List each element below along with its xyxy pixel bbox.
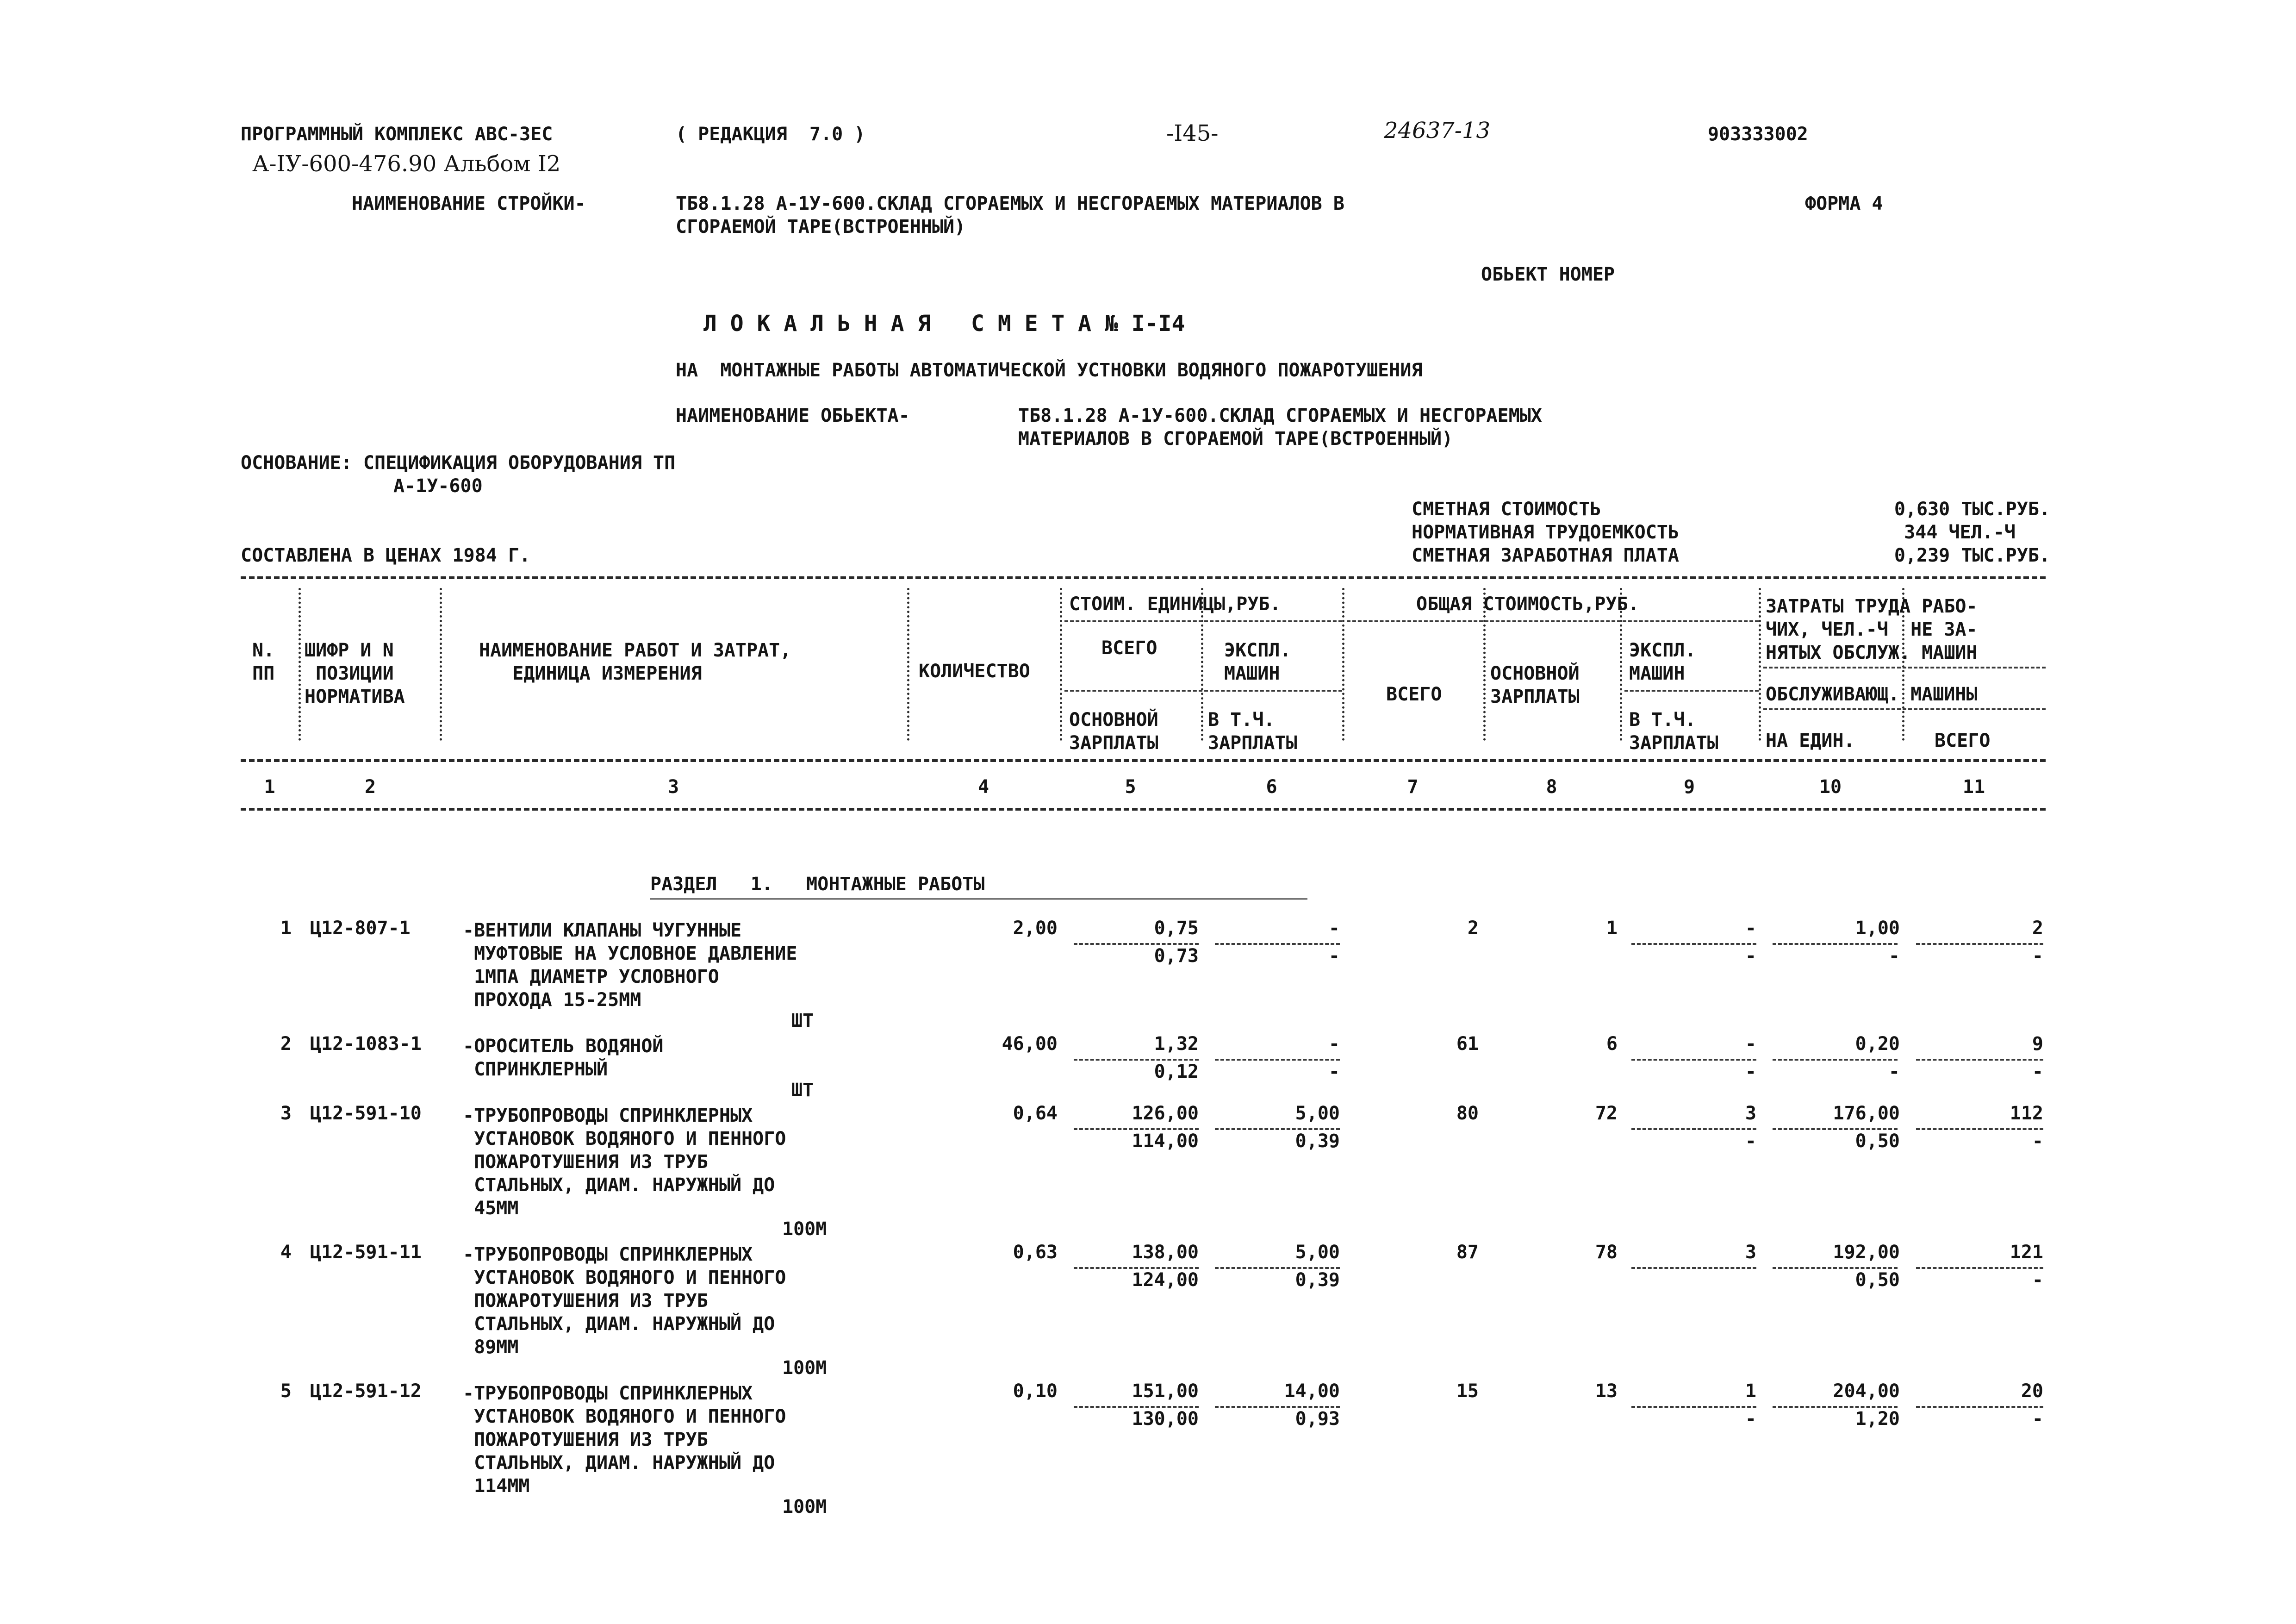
row-labor-unit: 1,00 bbox=[1855, 918, 1900, 939]
row-unit-total: 0,75 bbox=[1154, 918, 1199, 939]
column-divider bbox=[1759, 588, 1761, 741]
row-unit-machine: - bbox=[1328, 918, 1340, 939]
cell-separator bbox=[1773, 1267, 1898, 1269]
row-labor-total: 2 bbox=[2032, 918, 2043, 939]
row-total-incl-wage: - bbox=[1745, 1408, 1756, 1430]
row-labor-total: 9 bbox=[2032, 1033, 2043, 1055]
row-total-wage: 6 bbox=[1606, 1033, 1618, 1055]
col-labor-unit-header: НА ЕДИН. bbox=[1766, 730, 1855, 751]
summary-value-cost: 0,630 ТЫС.РУБ. bbox=[1894, 499, 2050, 520]
row-number: 4 bbox=[280, 1242, 292, 1263]
cell-separator bbox=[1916, 943, 2043, 945]
basis-line1: ОСНОВАНИЕ: СПЕЦИФИКАЦИЯ ОБОРУДОВАНИЯ ТП bbox=[241, 452, 676, 474]
cell-separator bbox=[1631, 943, 1756, 945]
col-name-header: НАИМЕНОВАНИЕ РАБОТ И ЗАТРАТ, ЕДИНИЦА ИЗМЕРЕНИЯ bbox=[479, 640, 791, 684]
col-unit-incl-wage-header: В Т.Ч. ЗАРПЛАТЫ bbox=[1208, 709, 1297, 754]
row-unit: 100М bbox=[782, 1357, 827, 1379]
row-number: 2 bbox=[280, 1033, 292, 1055]
program-name: ПРОГРАММНЫЙ КОМПЛЕКС АВС-3ЕС bbox=[241, 124, 553, 145]
basis-line2: А-1У-600 bbox=[393, 475, 483, 497]
object-label: НАИМЕНОВАНИЕ ОБЬЕКТА- bbox=[676, 405, 910, 426]
row-unit-total: 126,00 bbox=[1132, 1103, 1199, 1124]
header-subrule bbox=[1763, 708, 2046, 710]
cell-separator bbox=[1215, 943, 1340, 945]
construction-name-line1: ТБ8.1.28 А-1У-600.СКЛАД СГОРАЕМЫХ И НЕСГОРАЕМЫХ МАТЕРИАЛОВ В bbox=[676, 193, 1344, 214]
summary-value-labor: 344 ЧЕЛ.-Ч bbox=[1904, 522, 2016, 543]
col-index: 5 bbox=[1125, 776, 1136, 798]
page-number: -I45- bbox=[1166, 120, 1219, 146]
row-unit: ШТ bbox=[791, 1010, 814, 1031]
column-divider bbox=[1342, 588, 1344, 741]
col-code-header: ШИФР И N ПОЗИЦИИ НОРМАТИВА bbox=[305, 640, 405, 707]
row-code: Ц12-591-11 bbox=[310, 1242, 422, 1263]
section-title: РАЗДЕЛ 1. МОНТАЖНЫЕ РАБОТЫ bbox=[650, 874, 985, 895]
row-total-machine: - bbox=[1745, 918, 1756, 939]
cell-separator bbox=[1631, 1059, 1756, 1061]
col-total-header: ВСЕГО bbox=[1386, 684, 1442, 705]
row-total: 80 bbox=[1456, 1103, 1479, 1124]
row-unit: ШТ bbox=[791, 1080, 814, 1101]
header-bottom-rule bbox=[241, 808, 2046, 811]
row-labor-service-unit: 1,20 bbox=[1855, 1408, 1900, 1430]
row-unit: 100М bbox=[782, 1218, 827, 1240]
row-labor-service-unit: - bbox=[1888, 945, 1900, 967]
row-quantity: 0,63 bbox=[1013, 1242, 1058, 1263]
row-number: 5 bbox=[280, 1380, 292, 1402]
row-labor-service-total: - bbox=[2032, 945, 2043, 967]
cell-separator bbox=[1215, 1406, 1340, 1408]
column-divider bbox=[1060, 588, 1062, 741]
construction-name-line2: СГОРАЕМОЙ ТАРЕ(ВСТРОЕННЫЙ) bbox=[676, 216, 966, 237]
cell-separator bbox=[1074, 1128, 1199, 1130]
cell-separator bbox=[1631, 1267, 1756, 1269]
row-labor-service-unit: 0,50 bbox=[1855, 1269, 1900, 1291]
row-labor-unit: 192,00 bbox=[1833, 1242, 1900, 1263]
object-number-label: ОБЬЕКТ НОМЕР bbox=[1481, 264, 1615, 285]
row-quantity: 0,10 bbox=[1013, 1380, 1058, 1402]
cell-separator bbox=[1215, 1267, 1340, 1269]
row-code: Ц12-591-12 bbox=[310, 1380, 422, 1402]
estimate-title: Л О К А Л Ь Н А Я С М Е Т А № I-I4 bbox=[703, 311, 1185, 337]
row-unit-total: 138,00 bbox=[1132, 1242, 1199, 1263]
col-labor-header: ЗАТРАТЫ ТРУДА РАБО- ЧИХ, ЧЕЛ.-Ч НЕ ЗА- НЯТЫХ ОБСЛУЖ. МАШИН bbox=[1766, 596, 1978, 663]
col-total-wage-header: ОСНОВНОЙ ЗАРПЛАТЫ bbox=[1490, 663, 1580, 707]
row-code: Ц12-1083-1 bbox=[310, 1033, 422, 1055]
col-labor-service-header: ОБСЛУЖИВАЮЩ. МАШИНЫ bbox=[1766, 684, 1978, 705]
cell-separator bbox=[1916, 1406, 2043, 1408]
column-divider bbox=[299, 588, 301, 741]
col-index: 11 bbox=[1962, 776, 1985, 798]
row-total-machine: 3 bbox=[1745, 1242, 1756, 1263]
row-unit-total: 151,00 bbox=[1132, 1380, 1199, 1402]
row-total-incl-wage: - bbox=[1745, 945, 1756, 967]
row-unit-machine: 5,00 bbox=[1295, 1103, 1340, 1124]
cell-separator bbox=[1074, 943, 1199, 945]
cell-separator bbox=[1215, 1128, 1340, 1130]
cell-separator bbox=[1215, 1059, 1340, 1061]
row-unit-wage: 0,73 bbox=[1154, 945, 1199, 967]
row-unit-incl-wage: - bbox=[1328, 1061, 1340, 1082]
row-number: 1 bbox=[280, 918, 292, 939]
cell-separator bbox=[1916, 1267, 2043, 1269]
cell-separator bbox=[1074, 1406, 1199, 1408]
summary-label-cost: СМЕТНАЯ СТОИМОСТЬ bbox=[1412, 499, 1601, 520]
summary-label-wage: СМЕТНАЯ ЗАРАБОТНАЯ ПЛАТА bbox=[1412, 545, 1679, 566]
document-code: 903333002 bbox=[1708, 124, 1808, 145]
album-reference: А-IУ-600-476.90 Альбом I2 bbox=[252, 151, 561, 177]
col-index: 10 bbox=[1819, 776, 1842, 798]
row-total: 2 bbox=[1467, 918, 1479, 939]
prices-basis: СОСТАВЛЕНА В ЦЕНАХ 1984 Г. bbox=[241, 545, 531, 566]
row-unit-machine: - bbox=[1328, 1033, 1340, 1055]
cell-separator bbox=[1631, 1406, 1756, 1408]
cell-separator bbox=[1631, 1128, 1756, 1130]
col-quantity-header: КОЛИЧЕСТВО bbox=[919, 661, 1030, 682]
row-total-wage: 13 bbox=[1595, 1380, 1618, 1402]
col-unit-wage-header: ОСНОВНОЙ ЗАРПЛАТЫ bbox=[1069, 709, 1158, 754]
row-unit-incl-wage: - bbox=[1328, 945, 1340, 967]
row-labor-unit: 176,00 bbox=[1833, 1103, 1900, 1124]
col-unit-total-header: ВСЕГО bbox=[1101, 637, 1157, 659]
col-index: 2 bbox=[364, 776, 376, 798]
row-unit-wage: 130,00 bbox=[1132, 1408, 1199, 1430]
col-number-header: N. ПП bbox=[252, 640, 275, 684]
cell-separator bbox=[1074, 1267, 1199, 1269]
column-divider bbox=[907, 588, 909, 741]
row-labor-total: 121 bbox=[2010, 1242, 2043, 1263]
col-index: 8 bbox=[1546, 776, 1557, 798]
col-unit-cost-header: СТОИМ. ЕДИНИЦЫ,РУБ. bbox=[1069, 593, 1281, 615]
row-labor-service-unit: 0,50 bbox=[1855, 1131, 1900, 1152]
row-unit: 100М bbox=[782, 1496, 827, 1518]
col-labor-total-header: ВСЕГО bbox=[1935, 730, 1991, 751]
col-index: 9 bbox=[1683, 776, 1695, 798]
row-name: -ТРУБОПРОВОДЫ СПРИНКЛЕРНЫХ УСТАНОВОК ВОДЯНОГО И ПЕННОГО ПОЖАРОТУШЕНИЯ ИЗ ТРУБ СТАЛЬНЫХ, ДИАМ. НАРУЖНЫЙ ДО 89ММ bbox=[463, 1244, 786, 1358]
cell-separator bbox=[1916, 1059, 2043, 1061]
row-quantity: 0,64 bbox=[1013, 1103, 1058, 1124]
cell-separator bbox=[1074, 1059, 1199, 1061]
row-unit-incl-wage: 0,39 bbox=[1295, 1269, 1340, 1291]
row-labor-total: 112 bbox=[2010, 1103, 2043, 1124]
edition-label: ( РЕДАКЦИЯ 7.0 ) bbox=[676, 124, 865, 145]
col-total-incl-wage-header: В Т.Ч. ЗАРПЛАТЫ bbox=[1629, 709, 1718, 754]
row-total-incl-wage: - bbox=[1745, 1131, 1756, 1152]
row-total: 15 bbox=[1456, 1380, 1479, 1402]
row-labor-unit: 0,20 bbox=[1855, 1033, 1900, 1055]
row-labor-service-total: - bbox=[2032, 1269, 2043, 1291]
row-number: 3 bbox=[280, 1103, 292, 1124]
row-code: Ц12-591-10 bbox=[310, 1103, 422, 1124]
row-code: Ц12-807-1 bbox=[310, 918, 411, 939]
row-name: -ВЕНТИЛИ КЛАПАНЫ ЧУГУННЫЕ МУФТОВЫЕ НА УСЛОВНОЕ ДАВЛЕНИЕ 1МПА ДИАМЕТР УСЛОВНОГО ПРОХОДА 15-25ММ bbox=[463, 920, 797, 1011]
construction-label: НАИМЕНОВАНИЕ СТРОЙКИ- bbox=[352, 193, 586, 214]
col-index: 1 bbox=[264, 776, 275, 798]
column-divider bbox=[440, 588, 442, 741]
row-unit-incl-wage: 0,39 bbox=[1295, 1131, 1340, 1152]
row-labor-service-total: - bbox=[2032, 1131, 2043, 1152]
header-subrule bbox=[1347, 620, 1759, 622]
row-name: -ОРОСИТЕЛЬ ВОДЯНОЙ СПРИНКЛЕРНЫЙ bbox=[463, 1036, 664, 1080]
row-unit-wage: 124,00 bbox=[1132, 1269, 1199, 1291]
row-total-machine: 3 bbox=[1745, 1103, 1756, 1124]
col-index: 7 bbox=[1407, 776, 1419, 798]
row-unit-machine: 5,00 bbox=[1295, 1242, 1340, 1263]
row-total-machine: 1 bbox=[1745, 1380, 1756, 1402]
handwritten-number: 24637-13 bbox=[1384, 118, 1490, 144]
cell-separator bbox=[1773, 1128, 1898, 1130]
form-label: ФОРМА 4 bbox=[1805, 193, 1883, 214]
row-quantity: 46,00 bbox=[1002, 1033, 1058, 1055]
cell-separator bbox=[1916, 1128, 2043, 1130]
row-unit-total: 1,32 bbox=[1154, 1033, 1199, 1055]
row-labor-service-total: - bbox=[2032, 1408, 2043, 1430]
cell-separator bbox=[1773, 943, 1898, 945]
summary-label-labor: НОРМАТИВНАЯ ТРУДОЕМКОСТЬ bbox=[1412, 522, 1679, 543]
row-total-incl-wage: - bbox=[1745, 1061, 1756, 1082]
row-labor-service-unit: - bbox=[1888, 1061, 1900, 1082]
header-mid-rule bbox=[241, 759, 2046, 762]
row-total-wage: 78 bbox=[1595, 1242, 1618, 1263]
col-index: 6 bbox=[1266, 776, 1277, 798]
header-top-rule bbox=[241, 576, 2046, 579]
section-underline bbox=[650, 898, 1307, 903]
col-total-machine-header: ЭКСПЛ. МАШИН bbox=[1629, 640, 1696, 684]
object-name-line1: ТБ8.1.28 А-1У-600.СКЛАД СГОРАЕМЫХ И НЕСГОРАЕМЫХ bbox=[1018, 405, 1542, 426]
row-total: 61 bbox=[1456, 1033, 1479, 1055]
header-subrule bbox=[1064, 620, 1342, 622]
col-index: 4 bbox=[977, 776, 989, 798]
row-labor-service-total: - bbox=[2032, 1061, 2043, 1082]
row-total-wage: 72 bbox=[1595, 1103, 1618, 1124]
row-name: -ТРУБОПРОВОДЫ СПРИНКЛЕРНЫХ УСТАНОВОК ВОДЯНОГО И ПЕННОГО ПОЖАРОТУШЕНИЯ ИЗ ТРУБ СТАЛЬНЫХ, ДИАМ. НАРУЖНЫЙ ДО 45ММ bbox=[463, 1105, 786, 1219]
cell-separator bbox=[1773, 1059, 1898, 1061]
row-unit-incl-wage: 0,93 bbox=[1295, 1408, 1340, 1430]
header-subrule bbox=[1064, 690, 1342, 692]
row-name: -ТРУБОПРОВОДЫ СПРИНКЛЕРНЫХ УСТАНОВОК ВОДЯНОГО И ПЕННОГО ПОЖАРОТУШЕНИЯ ИЗ ТРУБ СТАЛЬНЫХ, ДИАМ. НАРУЖНЫЙ ДО 114ММ bbox=[463, 1383, 786, 1497]
object-name-line2: МАТЕРИАЛОВ В СГОРАЕМОЙ ТАРЕ(ВСТРОЕННЫЙ) bbox=[1018, 428, 1453, 450]
cell-separator bbox=[1773, 1406, 1898, 1408]
row-total-wage: 1 bbox=[1606, 918, 1618, 939]
row-labor-unit: 204,00 bbox=[1833, 1380, 1900, 1402]
row-unit-wage: 114,00 bbox=[1132, 1131, 1199, 1152]
row-unit-machine: 14,00 bbox=[1284, 1380, 1340, 1402]
row-total: 87 bbox=[1456, 1242, 1479, 1263]
col-index: 3 bbox=[667, 776, 679, 798]
col-unit-machine-header: ЭКСПЛ. МАШИН bbox=[1224, 640, 1291, 684]
row-unit-wage: 0,12 bbox=[1154, 1061, 1199, 1082]
row-labor-total: 20 bbox=[2021, 1380, 2043, 1402]
header-subrule bbox=[1763, 667, 2046, 668]
estimate-subtitle: НА МОНТАЖНЫЕ РАБОТЫ АВТОМАТИЧЕСКОЙ УСТНОВКИ ВОДЯНОГО ПОЖАРОТУШЕНИЯ bbox=[676, 360, 1423, 381]
row-total-machine: - bbox=[1745, 1033, 1756, 1055]
header-subrule bbox=[1624, 690, 1759, 692]
col-total-cost-header: ОБЩАЯ СТОИМОСТЬ,РУБ. bbox=[1416, 593, 1639, 615]
row-quantity: 2,00 bbox=[1013, 918, 1058, 939]
summary-value-wage: 0,239 ТЫС.РУБ. bbox=[1894, 545, 2050, 566]
